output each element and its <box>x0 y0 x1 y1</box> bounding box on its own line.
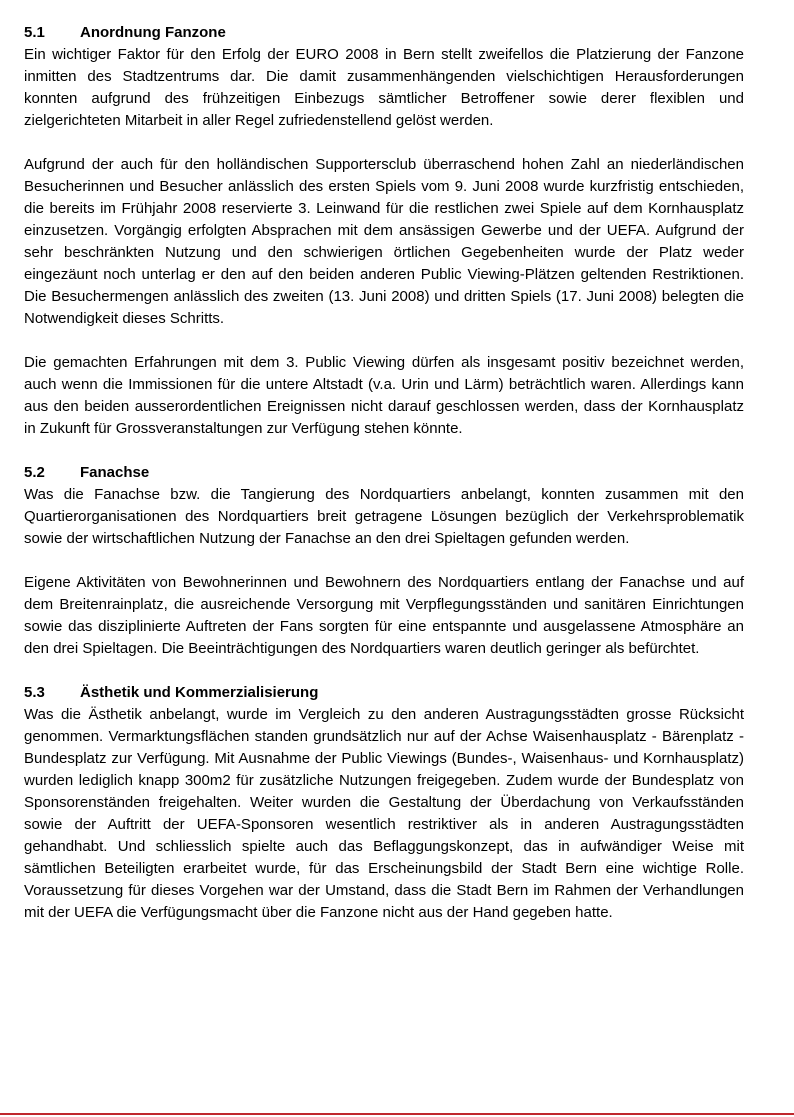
section-number: 5.3 <box>24 684 45 701</box>
section-title: Ästhetik und Kommerzialisierung <box>80 684 319 701</box>
paragraph: Was die Ästhetik anbelangt, wurde im Vergleich zu den anderen Austragungsstädten grosse Rücksicht genommen. Vermarktungsflächen standen grundsätzlich nur auf der Achse Waisenhausplatz - Bärenplatz - Bundesplatz zur Verfügung. Mit Ausnahme der Public Viewings (Bundes-, Waisenhaus- und Kornhausplatz) wurden lediglich knapp 300m2 für zusätzliche Nutzungen freigegeben. Zudem wurde der Bundesplatz von Sponsorenständen freigehalten. Weiter wurden die Gestaltung der Überdachung von Verkaufsständen sowie der Auftritt der UEFA-Sponsoren wesentlich restriktiver als in anderen Austragungsstädten gehandhabt. Und schliesslich spielte auch das Beflaggungskonzept, das in aufwändiger Weise mit sämtlichen Beteiligten erarbeitet wurde, für das Erscheinungsbild der Stadt Bern eine wichtige Rolle. Voraussetzung für dieses Vorgehen war der Umstand, dass die Stadt Bern im Rahmen der Verhandlungen mit der UEFA die Verfügungsmacht über die Fanzone nicht aus der Hand gegeben hatte. <box>24 706 744 921</box>
paragraph: Eigene Aktivitäten von Bewohnerinnen und Bewohnern des Nordquartiers entlang der Fanachse und auf dem Breitenrainplatz, die ausreichende Versorgung mit Verpflegungsständen und sanitären Einrichtungen sowie das disziplinierte Auftreten der Fans sorgten für eine entspannte und ausgelassene Atmosphäre an den drei Spieltagen. Die Beeinträchtigungen des Nordquartiers waren deutlich geringer als befürchtet. <box>24 574 744 657</box>
paragraph: Aufgrund der auch für den holländischen Supportersclub überraschend hohen Zahl an niederländischen Besucherinnen und Besucher anlässlich des ersten Spiels vom 9. Juni 2008 wurde kurzfristig entschieden, die bereits im Frühjahr 2008 reservierte 3. Leinwand für die restlichen zwei Spiele auf dem Kornhausplatz einzusetzen. Vorgängig erfolgten Absprachen mit dem ansässigen Gewerbe und der UEFA. Aufgrund der sehr beschränkten Nutzung und den schwierigen örtlichen Gegebenheiten wurde der Platz weder eingezäunt noch unterlag er den auf den beiden anderen Public Viewing-Plätzen geltenden Restriktionen. Die Besuchermengen anlässlich des zweiten (13. Juni 2008) und dritten Spiels (17. Juni 2008) belegten die Notwendigkeit dieses Schritts. <box>24 156 744 327</box>
paragraph: Die gemachten Erfahrungen mit dem 3. Public Viewing dürfen als insgesamt positiv bezeichnet werden, auch wenn die Immissionen für die untere Altstadt (v.a. Urin und Lärm) beträchtlich waren. Allerdings kann aus den beiden ausserordentlichen Ereignissen nicht darauf geschlossen werden, dass der Kornhausplatz in Zukunft für Grossveranstaltungen zur Verfügung stehen könnte. <box>24 354 744 437</box>
section-5-2 <box>24 462 744 660</box>
paragraph: Was die Fanachse bzw. die Tangierung des Nordquartiers anbelangt, konnten zusammen mit den Quartierorganisationen des Nordquartiers breit getragene Lösungen bezüglich der Verkehrsproblematik sowie der wirtschaftlichen Nutzung der Fanachse an den drei Spieltagen gefunden werden. <box>24 486 744 547</box>
document-page <box>24 22 744 946</box>
footer-rule <box>0 1113 794 1115</box>
section-heading <box>24 462 744 484</box>
section-title: Anordnung Fanzone <box>80 24 226 41</box>
section-number: 5.2 <box>24 464 45 481</box>
section-5-1 <box>24 22 744 440</box>
section-heading <box>24 682 744 704</box>
section-number: 5.1 <box>24 24 45 41</box>
paragraph: Ein wichtiger Faktor für den Erfolg der EURO 2008 in Bern stellt zweifellos die Platzierung der Fanzone inmitten des Stadtzentrums dar. Die damit zusammenhängenden vielschichtigen Herausforderungen konnten aufgrund des frühzeitigen Einbezugs sämtlicher Betroffener sowie derer flexiblen und zielgerichteten Mitarbeit in aller Regel zufriedenstellend gelöst werden. <box>24 46 744 129</box>
section-title: Fanachse <box>80 464 150 481</box>
section-heading <box>24 22 744 44</box>
section-5-3 <box>24 682 744 924</box>
